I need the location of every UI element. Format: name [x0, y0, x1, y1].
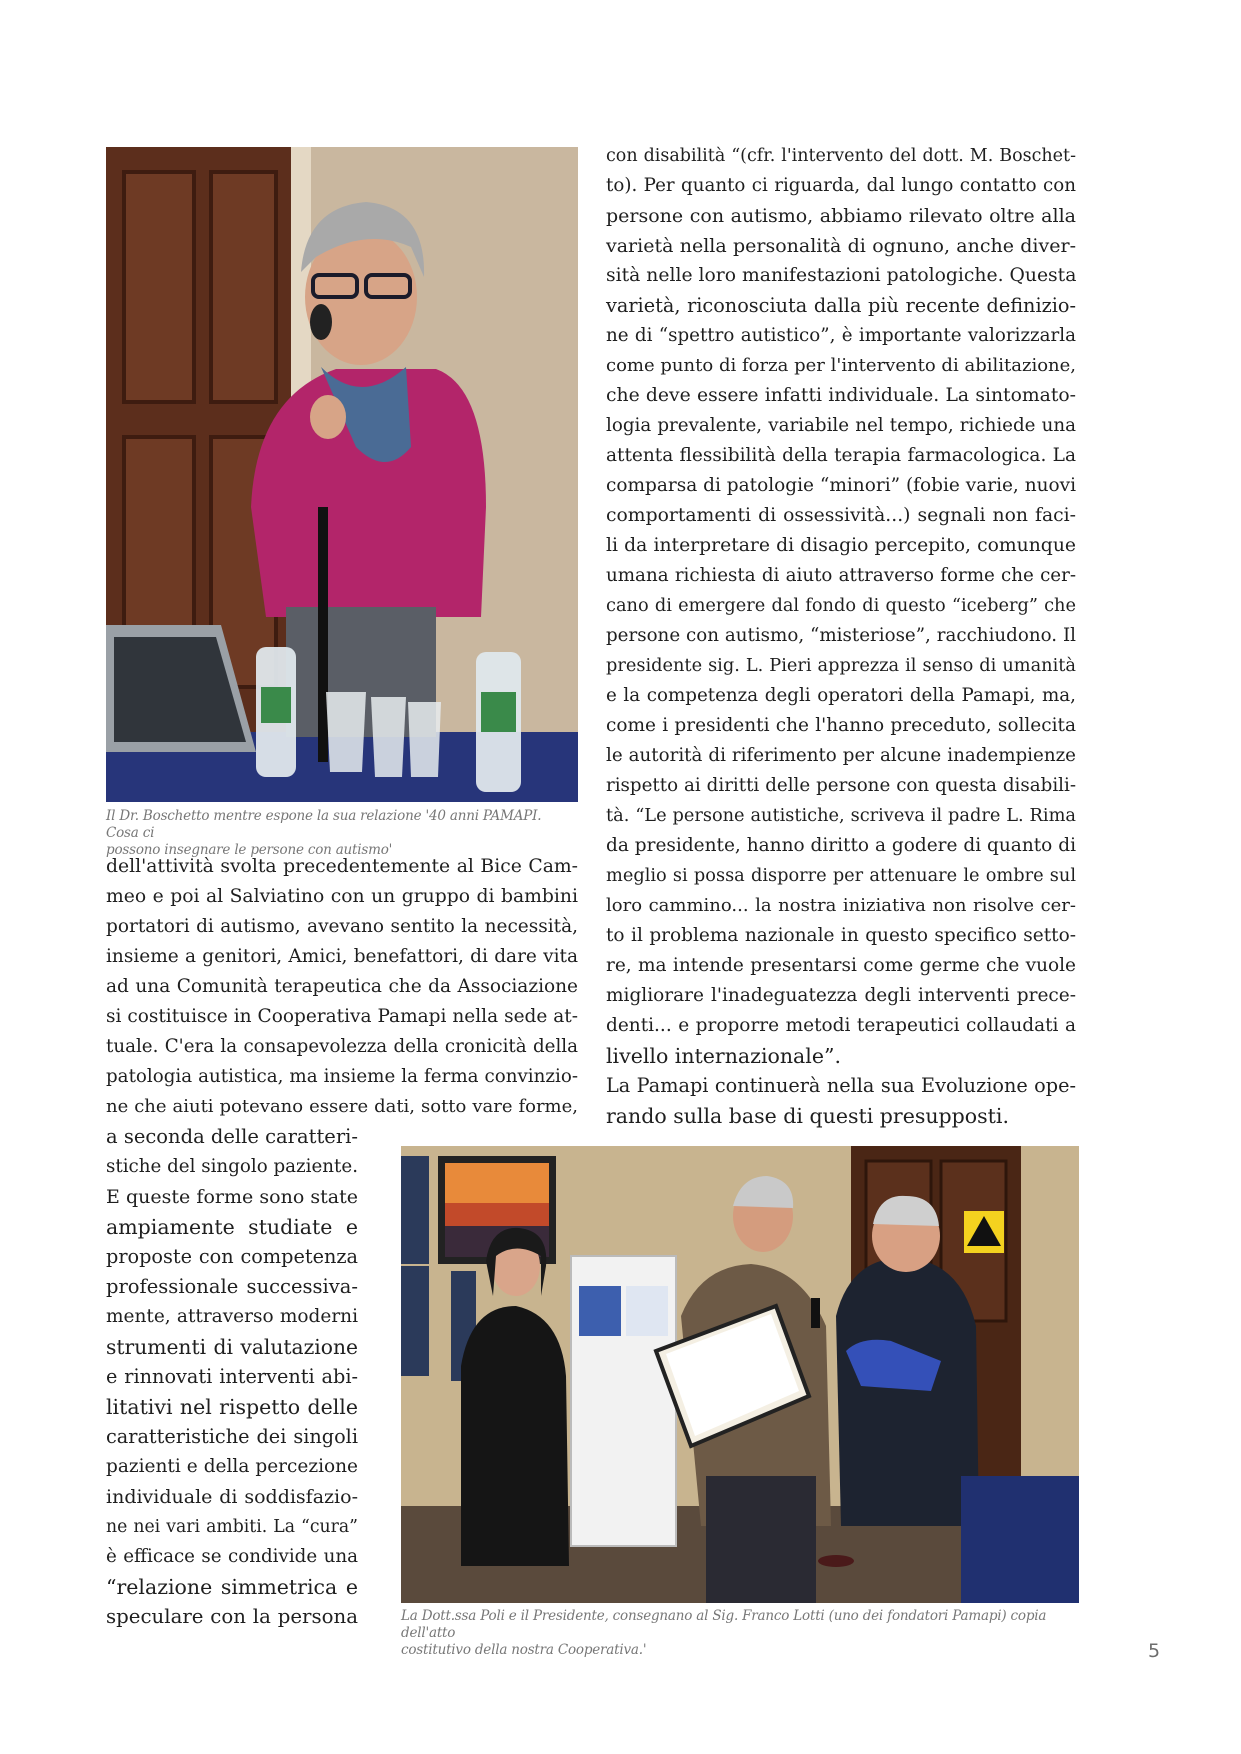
text-line: meo e poi al Salviatino con un gruppo di bambini — [106, 886, 578, 907]
text-line: tà. “Le persone autistiche, scriveva il padre L. Rima — [606, 806, 1076, 826]
text-line: mente, attraverso moderni — [106, 1306, 358, 1327]
text-line: cano di emergere dal fondo di questo “iceberg” che — [606, 596, 1076, 616]
text-line: stiche del singolo paziente. — [106, 1156, 358, 1177]
text-line: a seconda delle caratteri- — [106, 1125, 358, 1148]
narrow-column-text — [106, 1122, 358, 1632]
photo-speaker-caption: Il Dr. Boschetto mentre espone la sua relazione '40 anni PAMAPI. Cosa ci possono insegnare le persone con autismo' — [106, 808, 542, 858]
text-line: si costituisce in Cooperativa Pamapi nella sede at- — [106, 1006, 578, 1027]
text-line: varietà nella personalità di ognuno, anche diver- — [606, 235, 1076, 257]
text-line: comportamenti di ossessività...) segnali non faci- — [606, 505, 1076, 526]
text-line: ad una Comunità terapeutica che da Associazione — [106, 976, 578, 997]
text-line: con disabilità “(cfr. l'intervento del dott. M. Boschet- — [606, 146, 1076, 166]
text-line: professionale successiva- — [106, 1275, 358, 1298]
text-line: che deve essere infatti individuale. La sintomato- — [606, 385, 1076, 406]
text-line: come i presidenti che l'hanno preceduto, sollecita — [606, 715, 1076, 736]
text-line: persone con autismo, “misteriose”, racchiudono. Il — [606, 625, 1076, 646]
text-line: re, ma intende presentarsi come germe che vuole — [606, 955, 1076, 976]
text-line: ampiamente studiate e — [106, 1215, 358, 1239]
text-line: migliorare l'inadeguatezza degli interventi prece- — [606, 985, 1076, 1006]
text-line: è efficace se condivide una — [106, 1546, 358, 1567]
text-line: to il problema nazionale in questo specifico setto- — [606, 925, 1076, 946]
text-line: individuale di soddisfazio- — [106, 1486, 358, 1508]
text-line: E queste forme sono state — [106, 1186, 358, 1208]
text-line: meglio si possa disporre per attenuare le ombre sul — [606, 866, 1076, 886]
text-line: caratteristiche dei singoli — [106, 1425, 358, 1448]
text-line: portatori di autismo, avevano sentito la necessità, — [106, 916, 578, 937]
text-line: speculare con la persona — [106, 1605, 358, 1628]
text-line: li da interpretare di disagio percepito, comunque — [606, 535, 1076, 556]
text-line: sità nelle loro manifestazioni patologiche. Questa — [606, 265, 1077, 286]
text-line: loro cammino... la nostra iniziativa non risolve cer- — [606, 895, 1076, 916]
text-line: rando sulla base di questi presupposti. — [606, 1104, 1009, 1128]
text-line: ne di “spettro autistico”, è importante valorizzarla — [606, 325, 1076, 346]
text-line: litativi nel rispetto delle — [106, 1395, 358, 1419]
photo-ceremony — [401, 1146, 1079, 1603]
text-line: tuale. C'era la consapevolezza della cronicità della — [106, 1036, 578, 1057]
text-line: dell'attività svolta precedentemente al Bice Cam- — [106, 856, 578, 877]
text-line: strumenti di valutazione — [106, 1335, 358, 1359]
right-column-text — [606, 141, 1076, 1131]
text-line: e la competenza degli operatori della Pamapi, ma, — [606, 685, 1076, 706]
left-column-text — [106, 852, 578, 1122]
text-line: e rinnovati interventi abi- — [106, 1365, 358, 1388]
text-line: ne che aiuti potevano essere dati, sotto vare forme, — [106, 1096, 578, 1117]
page-number: 5 — [1148, 1640, 1161, 1662]
text-line: logia prevalente, variabile nel tempo, richiede una — [606, 415, 1076, 436]
text-line: to). Per quanto ci riguarda, dal lungo contatto con — [606, 175, 1076, 196]
text-line: livello internazionale”. — [606, 1044, 841, 1068]
photo-speaker — [106, 147, 578, 802]
text-line: come punto di forza per l'intervento di abilitazione, — [606, 355, 1076, 376]
text-line: umana richiesta di aiuto attraverso forme che cer- — [606, 565, 1076, 586]
text-line: le autorità di riferimento per alcune inadempienze — [606, 745, 1076, 766]
text-line: “relazione simmetrica e — [106, 1575, 358, 1599]
text-line: comparsa di patologie “minori” (fobie varie, nuovi — [606, 475, 1077, 496]
photo-ceremony-caption: La Dott.ssa Poli e il Presidente, consegnano al Sig. Franco Lotti (uno dei fondatori Pamapi) copia dell'atto costitutivo della nostra Cooperativa.' — [401, 1608, 1047, 1658]
text-line: patologia autistica, ma insieme la ferma convinzio- — [106, 1066, 578, 1087]
text-line: presidente sig. L. Pieri apprezza il senso di umanità — [606, 656, 1076, 676]
text-line: rispetto ai diritti delle persone con questa disabili- — [606, 775, 1076, 796]
text-line: da presidente, hanno diritto a godere di quanto di — [606, 835, 1076, 856]
text-line: ne nei vari ambiti. La “cura” — [106, 1517, 358, 1537]
text-line: varietà, riconosciuta dalla più recente definizio- — [606, 294, 1076, 317]
text-line: La Pamapi continuerà nella sua Evoluzione ope- — [606, 1074, 1076, 1097]
text-line: persone con autismo, abbiamo rilevato oltre alla — [606, 205, 1076, 227]
text-line: proposte con competenza — [106, 1245, 358, 1268]
text-line: denti... e proporre metodi terapeutici collaudati a — [606, 1015, 1076, 1036]
text-line: pazienti e della percezione — [106, 1456, 358, 1477]
text-line: insieme a genitori, Amici, benefattori, di dare vita — [106, 946, 578, 967]
text-line: attenta flessibilità della terapia farmacologica. La — [606, 445, 1076, 466]
